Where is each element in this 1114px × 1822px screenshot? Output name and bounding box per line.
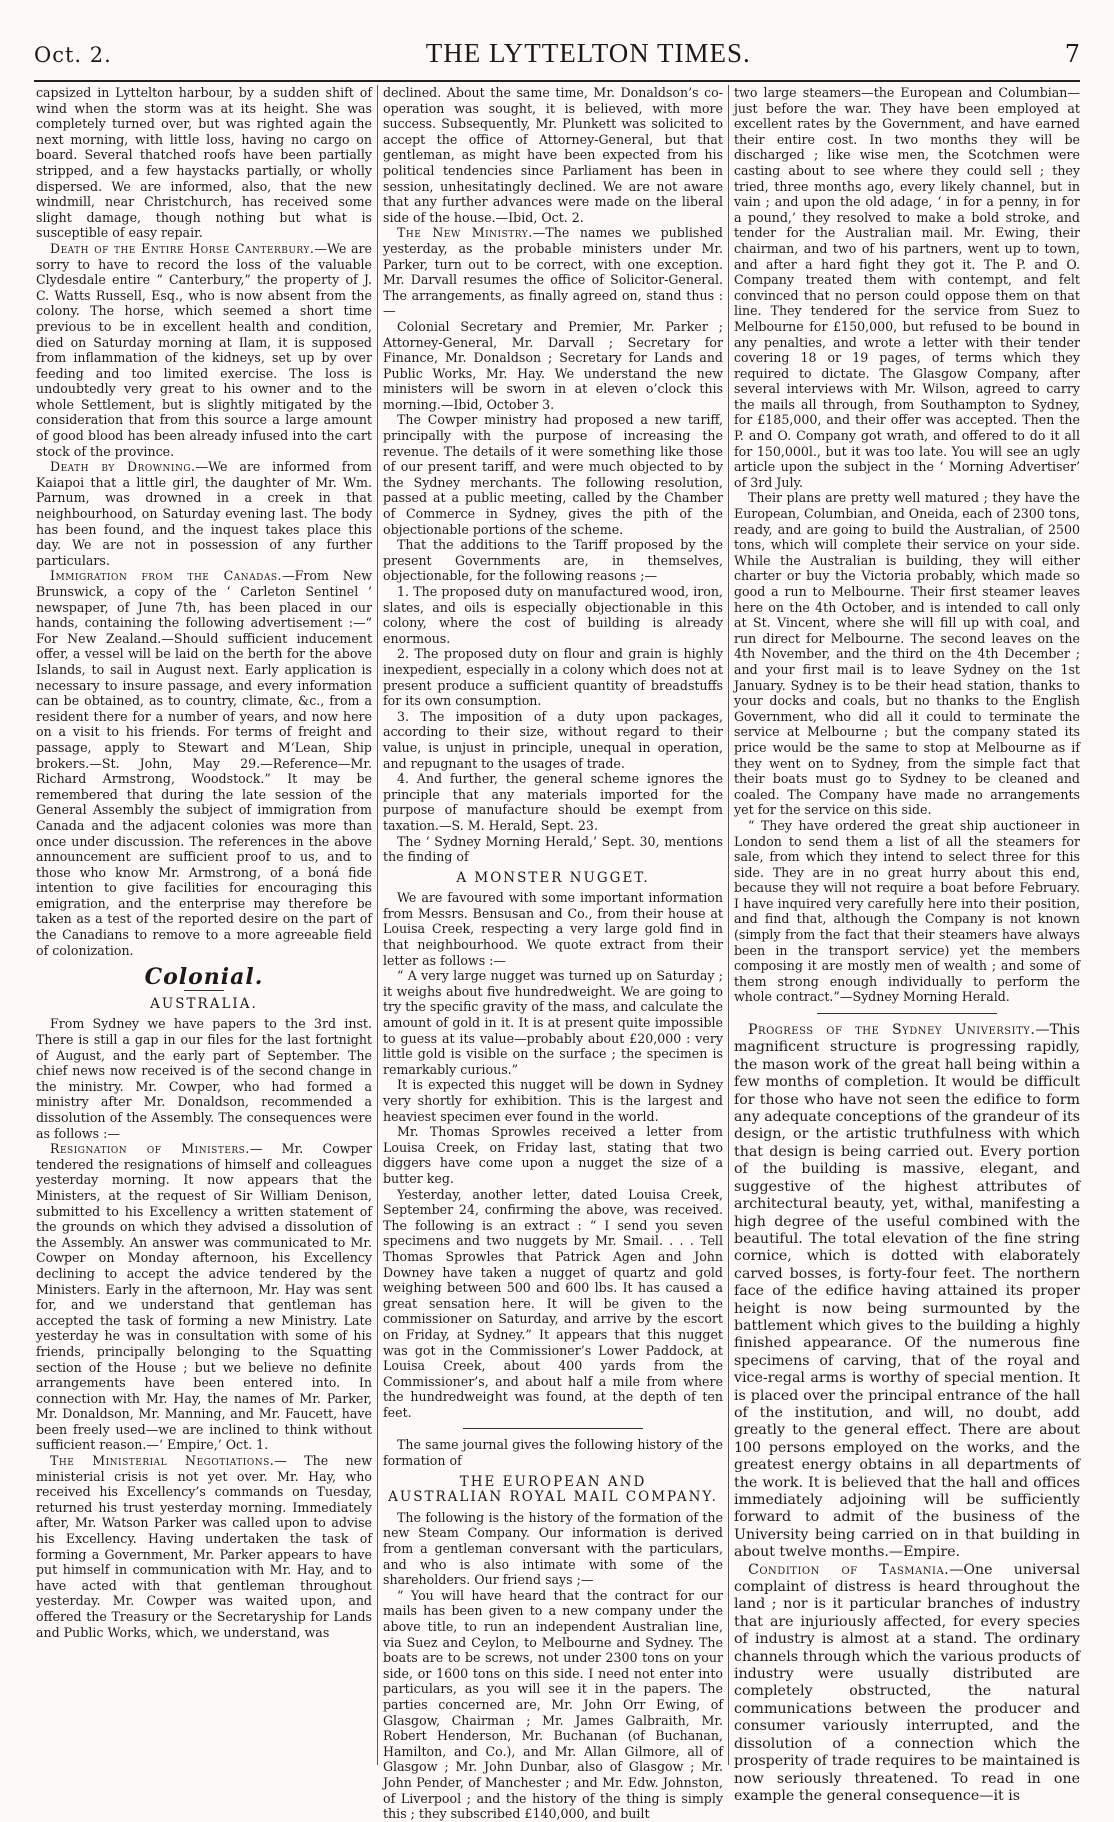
company-heading-line-1: THE EUROPEAN AND <box>459 1473 647 1490</box>
company-paragraph-1: The following is the history of the formation of the new Steam Company. Our information is derived from a gentleman conversant with the particulars, and who is also intimate with some of the shareholders. Our friend says ;— <box>383 1509 723 1588</box>
company-intro: The same journal gives the following history of the formation of <box>383 1437 723 1469</box>
article-heading: Condition of Tasmania. <box>748 1561 950 1578</box>
article-heading: Death by Drowning. <box>50 459 196 475</box>
company-heading-line-2: AUSTRALIAN ROYAL MAIL COMPANY. <box>388 1489 718 1506</box>
article-heading: Resignation of Ministers. <box>50 1141 250 1157</box>
section-rule <box>817 1013 997 1014</box>
article-university <box>734 1022 1080 1562</box>
nugget-paragraph-1: We are favoured with some important information from Messrs. Bensusan and Co., from their house at Louisa Creek, respecting a very large gold find in that neighbourhood. We quote extract from their letter as follows :— <box>383 890 723 968</box>
article-heading: Immigration from the Canadas. <box>50 568 283 584</box>
article-body: —This magnificent structure is progressing rapidly, the mason work of the great hall being within a few months of completion. It would be difficult for those who have not seen the edifice to form any adequate conceptions of the grandeur of its design, or the artistic truthfulness with which that design is being carried out. Every portion of the building is massive, elegant, and suggestive of the highest attributes of architectural beauty, yet, withal, manifesting a high degree of the useful combined with the beautiful. The total elevation of the fine string cornice, which is dotted with elaborately carved bosses, is forty-four feet. The northern face of the edifice having attained its proper height is now being surmounted by the battlement which gives to the building a highly finished appearance. Of the numerous fine specimens of carving, that of the royal and vice-regal arms is worthy of special mention. It is placed over the principal entrance of the hall of the institution, and will, no doubt, add greatly to the general effect. There are about 100 persons employed on the works, and the greatest energy obtains in all departments of the work. It is believed that the hall and offices immediately adjoining will be sufficiently forward to admit of the business of the University being carried on in that building in about twelve months.—Empire. <box>734 1022 1080 1561</box>
article-body: —From New Brunswick, a copy of the ‘ Carleton Sentinel ’ newspaper, of June 7th, has been placed in our hands, containing the following advertisement :—“ For New Zealand.—Should sufficient inducement offer, a vessel will be laid on the berth for the above Islands, to sail in August next. Early application is necessary to insure passage, and every information can be obtained, as to country, climate, &c., from a resident there for a number of years, and now here on a visit to his friends. For terms of freight and passage, apply to Stewart and M‘Lean, Ship brokers.—St. John, May 29.—Reference—Mr. Richard Armstrong, Woodstock.” It may be remembered that during the late session of the General Assembly the subject of immigration from Canada and the adjacent colonies was more than once under discussion. The references in the above announcement are sufficient proof to us, and to those who know Mr. Armstrong, of a boná fide intention to give facilities for encouraging this emigration, and the enterprise may therefore be taken as a test of the reported desire on the part of the Canadians to remove to a more agreeable field of colonization. <box>36 568 373 958</box>
nugget-intro: The ‘ Sydney Morning Herald,’ Sept. 30, mentions the finding of <box>383 833 723 865</box>
article-tasmania <box>734 1562 1080 1806</box>
article-heading: Death of the Entire Horse Canterbury. <box>50 240 315 256</box>
article-heading: The Ministerial Negotiations. <box>50 1453 275 1469</box>
article-tariff: The Cowper ministry had proposed a new tariff, principally with the purpose of increasing the revenue. The details of it were something like those of our present tariff, and were much objected to by the Sydney merchants. The following resolution, passed at a public meeting, called by the Chamber of Commerce in Sydney, gives the pith of the objectionable portions of the scheme. <box>383 412 723 537</box>
article-new-ministry <box>383 225 723 319</box>
ministry-list: Colonial Secretary and Premier, Mr. Parker ; Attorney-General, Mr. Darvall ; Secretary for Finance, Mr. Donaldson ; Secretary for Lands and Public Works, Mr. Hay. We understand the new ministers will be sworn in at eleven o’clock this morning.—Ibid, October 3. <box>383 318 723 412</box>
resolution-intro: That the additions to the Tariff proposed by the present Governments are, in themselves, objectionable, for the following reasons ;— <box>383 537 723 584</box>
nugget-paragraph-5: Yesterday, another letter, dated Louisa Creek, September 24, confirming the above, was received. The following is an extract : “ I send you seven specimens and two nuggets by Mr. Smail. . . . Tell Thomas Sprowles that Patrick Agen and John Downey have taken a nugget of quartz and gold weighing between 500 and 600 lbs. It has caused a great sensation here. It will be given to the commissioner on Saturday, and arrive by the escort on Friday, at Sydney.” It appears that this nugget was got in the Commissioner’s Lower Paddock, at Louisa Creek, about 400 yards from the Commissioner’s, and about half a mile from where the hundredweight was found, at the depth of ten feet. <box>383 1186 723 1420</box>
article-body: —The names we published yesterday, as the probable ministers under Mr. Parker, turn out to be correct, with one exception. Mr. Darvall resumes the office of Solicitor-General. The arrangements, as finally agreed on, stand thus :— <box>383 225 723 319</box>
article-resignation <box>36 1141 372 1453</box>
company-paragraph-3: two large steamers—the European and Columbian—just before the war. They have been employed at excellent rates by the Government, and have earned their entire cost. In two months they will be discharged ; like wise men, the Scotchmen were casting about to see where they could sell ; they tried, three months ago, every likely channel, but in vain ; and upon the old adage, ‘ in for a penny, in for a pound,’ they resolved to make a bold stroke, and tender for the Australian mail. Mr. Ewing, their chairman, and two of his partners, went up to town, and after a hard fight they got it. The P. and O. Company treated them with contempt, and felt convinced that no person could oppose them on that line. They tendered for the service from Suez to Melbourne for £150,000, but refused to be bound in any penalties, and wrote a letter with their tender covering 18 or 19 pages, of terms which they required to dictate. The Glasgow Company, after several interviews with Mr. Wilson, agreed to carry the mails all through, from Southampton to Sydney, for £185,000, and their offer was accepted. Then the P. and O. Company got wrath, and offered to do it all for 150,000l., but it was too late. You will see an ugly article upon the subject in the ‘ Morning Advertiser’ of 3rd July. <box>734 85 1080 490</box>
australia-heading: AUSTRALIA. <box>150 995 258 1012</box>
company-paragraph-4: Their plans are pretty well matured ; they have the European, Columbian, and Oneida, each of 2300 tons, ready, and are going to build the Australian, of 2500 tons, which will complete their service on your side. While the Australian is building, they will either charter or buy the Victoria probably, which made so good a run to Melbourne. Their first steamer leaves here on the 4th October, and is intended to call only at St. Vincent, where she will fill up with coal, and run direct for Melbourne. The second leaves on the 4th November, and the third on the 4th December ; and your first mail is to leave Sydney on the 1st January. Sydney is to be their head station, thanks to your docks and coals, but no thanks to the English Government, who did all it could to terminate the service at Melbourne ; but the company stated its price would be the same to stop at Melbourne as if they went on to Sydney, from the simple fact that their boats must go to Sydney to be cleaned and coaled. The Company have made no arrangements yet for the service on this side. <box>734 490 1080 818</box>
article-body: —We are sorry to have to record the loss of the valuable Clydesdale entire “ Canterbury,” the property of J. C. Watts Russell, Esq., who is now absent from the colony. The horse, which seemed a short time previous to be in excellent health and condition, died on Saturday morning at Ilam, it is supposed from inflammation of the kidneys, set up by over feeding and too limited exercise. The loss is undoubtedly very great to his owner and to the whole Settlement, but is slightly mitigated by the consideration that from this source a large amount of good blood has been already infused into the cart stock of the province. <box>36 240 372 459</box>
article-capsized: capsized in Lyttelton harbour, by a sudden shift of wind when the storm was at its height. She was completely turned over, but was righted again the next morning, with little loss, having no cargo on board. Several thatched roofs have been partially stripped, and a few haystacks partially, or wholly dispersed. We are informed, also, that the new windmill, near Christchurch, has received some slight damage, though nothing but what is susceptible of easy repair. <box>36 85 372 241</box>
page-number: 7 <box>1064 40 1080 68</box>
article-declined: declined. About the same time, Mr. Donaldson’s co-operation was sought, it is believed, with more success. Subsequently, Mr. Plunkett was solicited to accept the office of Attorney-General, but that gentleman, as might have been expected from his political tendencies since Parliament has been in session, unhesitatingly declined. We are not aware that any further advances were made on the liberal side of the house.—Ibid, Oct. 2. <box>383 85 723 225</box>
article-body: —We are informed from Kaiapoi that a little girl, the daughter of Mr. Wm. Parnum, was drowned in a creek in that neighbourhood, on Saturday evening last. The body has been found, and the inquest takes place this day. We are not in possession of any further particulars. <box>36 459 372 568</box>
masthead-rule <box>34 80 1080 82</box>
resolution-reason-3: 3. The imposition of a duty upon packages, according to their size, without regard to their value, is unjust in principle, unequal in operation, and repugnant to the usages of trade. <box>383 708 723 771</box>
article-body: — Mr. Cowper tendered the resignations of himself and colleagues yesterday morning. It now appears that the Ministers, at the request of Sir William Denison, submitted to his Excellency a written statement of the grounds on which they advised a dissolution of the Assembly. An answer was communicated to Mr. Cowper on Monday afternoon, his Excellency declining to accept the advice tendered by the Ministers. Early in the afternoon, Mr. Hay was sent for, and we understand that gentleman has accepted the task of forming a new Ministry. Late yesterday he was in consultation with some of his friends, principally belonging to the Squatting section of the House ; but we believe no definite arrangements have been entered into. In connection with Mr. Hay, the names of Mr. Parker, Mr. Donaldson, Mr. Manning, and Mr. Faucett, have been freely used—we are inclined to think without sufficient reason.—‘ Empire,’ Oct. 1. <box>36 1141 372 1453</box>
article-death-horse <box>36 241 372 459</box>
column-1 <box>36 85 372 1765</box>
column-divider-2 <box>728 85 729 1765</box>
resolution-reason-2: 2. The proposed duty on flour and grain is highly inexpedient, especially in a colony which does not at present produce a sufficient quantity of breadstuffs for its own consumption. <box>383 646 723 709</box>
nugget-paragraph-2: “ A very large nugget was turned up on Saturday ; it weighs about five hundredweight. We are going to try the specific gravity of the mass, and calculate the amount of gold in it. It is at present quite impossible to guess at its value—probably about £20,000 : very little gold is visible on the surface ; the specimen is remarkably curious.” <box>383 968 723 1077</box>
article-australia: From Sydney we have papers to the 3rd inst. There is still a gap in our files for the last fortnight of August, and the early part of September. The chief news now received is of the second change in the ministry. Mr. Cowper, who had formed a ministry after Mr. Donaldson, recommended a dissolution of the Assembly. The consequences were as follows :— <box>36 1016 372 1141</box>
article-heading: Progress of the Sydney University. <box>748 1022 1036 1039</box>
column-2 <box>383 85 723 1822</box>
nugget-heading: A MONSTER NUGGET. <box>456 869 650 886</box>
masthead <box>34 38 1080 78</box>
company-paragraph-2: “ You will have heard that the contract for our mails has been given to a new company under the above title, to run an independent Australian line, via Suez and Ceylon, to Melbourne and Sydney. The boats are to be screws, not under 2300 tons on your side, or 1600 tons on this side. I need not enter into particulars, as you will see it in the papers. The parties concerned are, Mr. John Orr Ewing, of Glasgow, Chairman ; Mr. James Galbraith, Mr. Robert Henderson, Mr. Buchanan (of Buchanan, Hamilton, and Co.), and Mr. Allan Gilmore, all of Glasgow ; Mr. John Dunbar, also of Glasgow ; Mr. John Pender, of Manchester ; and Mr. Edw. Johnston, of Liverpool ; and the history of the thing is simply this ; they subscribed £140,000, and built <box>383 1587 723 1822</box>
resolution-reason-1: 1. The proposed duty on manufactured wood, iron, slates, and oils is especially objectionable in this colony, where the cost of building is already enormous. <box>383 584 723 646</box>
newspaper-title: THE LYTTELTON TIMES. <box>425 38 751 68</box>
issue-date: Oct. 2. <box>34 43 112 67</box>
article-body: — The new ministerial crisis is not yet over. Mr. Hay, who received his Excellency’s commands on Tuesday, returned his trust yesterday morning. Immediately after, Mr. Watson Parker was called upon to advise his Excellency. Having undertaken the task of forming a Government, Mr. Parker appears to have put himself in communication with Mr. Hay, and to have acted with that gentleman throughout yesterday. Mr. Cowper was waited upon, and offered the Treasury or the Secretaryship for Lands and Public Works, which, we understand, was <box>36 1453 372 1640</box>
resolution-reason-4: 4. And further, the general scheme ignores the principle that any materials imported for the purpose of manufacture should be exempt from taxation.—S. M. Herald, Sept. 23. <box>383 771 723 833</box>
nugget-paragraph-4: Mr. Thomas Sprowles received a letter from Louisa Creek, on Friday last, stating that two diggers have come upon a nugget the size of a butter keg. <box>383 1124 723 1186</box>
company-paragraph-5: “ They have ordered the great ship auctioneer in London to send them a list of all the steamers for sale, from which they intend to select three for this side. They are in no great hurry about this end, because they will not require a boat before February. I have inquired very carefully here into their position, and find that, although the Company is not known (simply from the fact that their steamers have always been in the transport service) yet the members composing it are mostly men of wealth ; and some of them strong enough individually to perform the whole contract.”—Sydney Morning Herald. <box>734 817 1080 1005</box>
article-drowning <box>36 459 372 568</box>
article-heading: The New Ministry. <box>397 225 533 241</box>
column-divider-1 <box>377 85 378 1765</box>
section-rule <box>463 1428 643 1429</box>
article-immigration <box>36 568 372 958</box>
article-negotiations <box>36 1453 372 1640</box>
colonial-section-heading: Colonial. <box>144 964 264 991</box>
column-3 <box>734 85 1080 1804</box>
article-body: —One universal complaint of distress is heard throughout the land ; nor is it particular branches of industry that are injuriously affected, for every species of industry is almost at a stand. The ordinary channels through which the various products of industry were usually distributed are completely obstructed, the natural communications between the producer and consumer variously interrupted, and the dissolution of a connection which the prosperity of trade requires to be maintained is now seriously threatened. To read in one example the general consequence—it is <box>734 1561 1080 1804</box>
nugget-paragraph-3: It is expected this nugget will be down in Sydney very shortly for exhibition. This is the largest and heaviest specimen ever found in the world. <box>383 1077 723 1124</box>
